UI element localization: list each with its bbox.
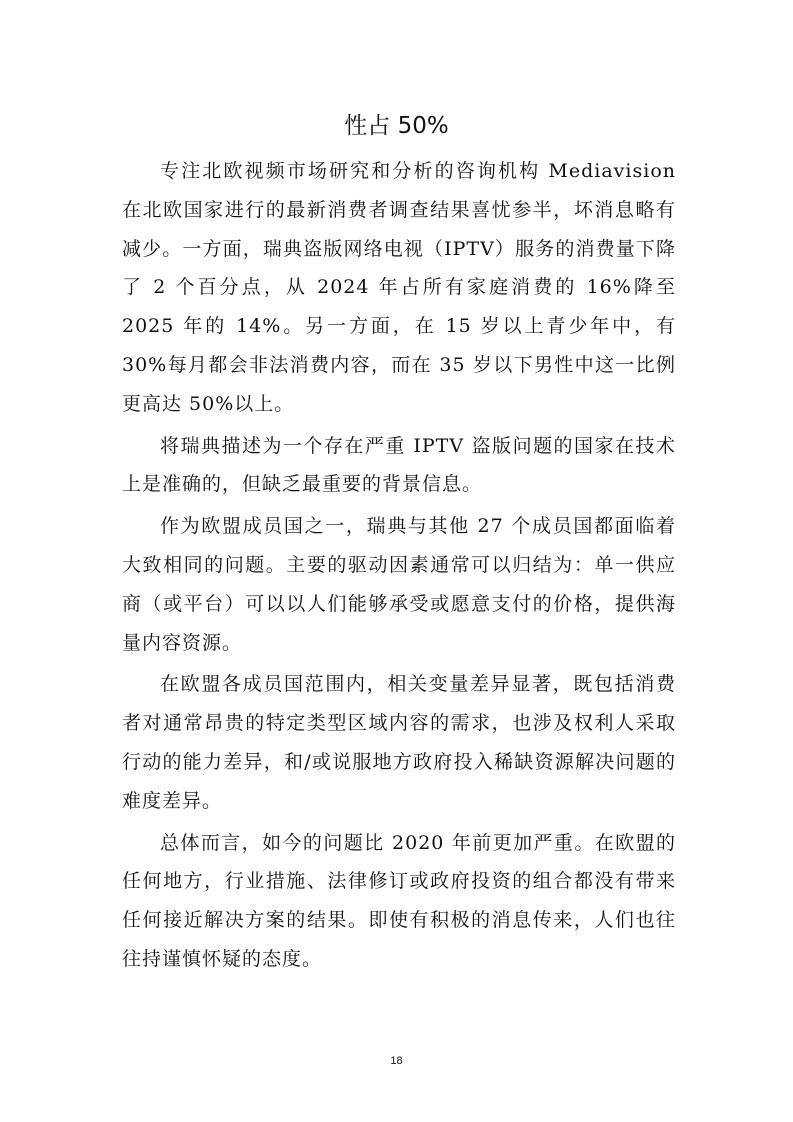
document-body — [122, 152, 676, 982]
paragraph-overall-outlook: 总体而言，如今的问题比 2020 年前更加严重。在欧盟的任何地方，行业措施、法律修订或政府投资的组合都没有带来任何接近解决方案的结果。即使有积极的消息传来，人们也往往持谨慎怀疑的态度。 — [122, 831, 676, 970]
paragraph-mediavision-survey: 专注北欧视频市场研究和分析的咨询机构 Mediavision 在北欧国家进行的最新消费者调查结果喜忧参半，坏消息略有减少。一方面，瑞典盗版网络电视（IPTV）服务的消费量下降了 2 个百分点，从 2024 年占所有家庭消费的 16%降至 2025 年的 14%。另一方面，在 15 岁以上青少年中，有 30%每月都会非法消费内容，而在 35 岁以下男性中这一比例更高达 50%以上。 — [122, 160, 676, 415]
paragraph-eu-drivers: 作为欧盟成员国之一，瑞典与其他 27 个成员国都面临着大致相同的问题。主要的驱动因素通常可以归结为：单一供应商（或平台）可以以人们能够承受或愿意支付的价格，提供海量内容资源。 — [122, 515, 676, 654]
paragraph-sweden-context: 将瑞典描述为一个存在严重 IPTV 盗版问题的国家在技术上是准确的，但缺乏最重要的背景信息。 — [122, 434, 676, 496]
paragraph-eu-variables: 在欧盟各成员国范围内，相关变量差异显著，既包括消费者对通常昂贵的特定类型区域内容的需求，也涉及权利人采取行动的能力差异，和/或说服地方政府投入稀缺资源解决问题的难度差异。 — [122, 673, 676, 812]
section-title: 性占 50% — [344, 113, 449, 139]
page-number: 18 — [390, 1055, 403, 1067]
